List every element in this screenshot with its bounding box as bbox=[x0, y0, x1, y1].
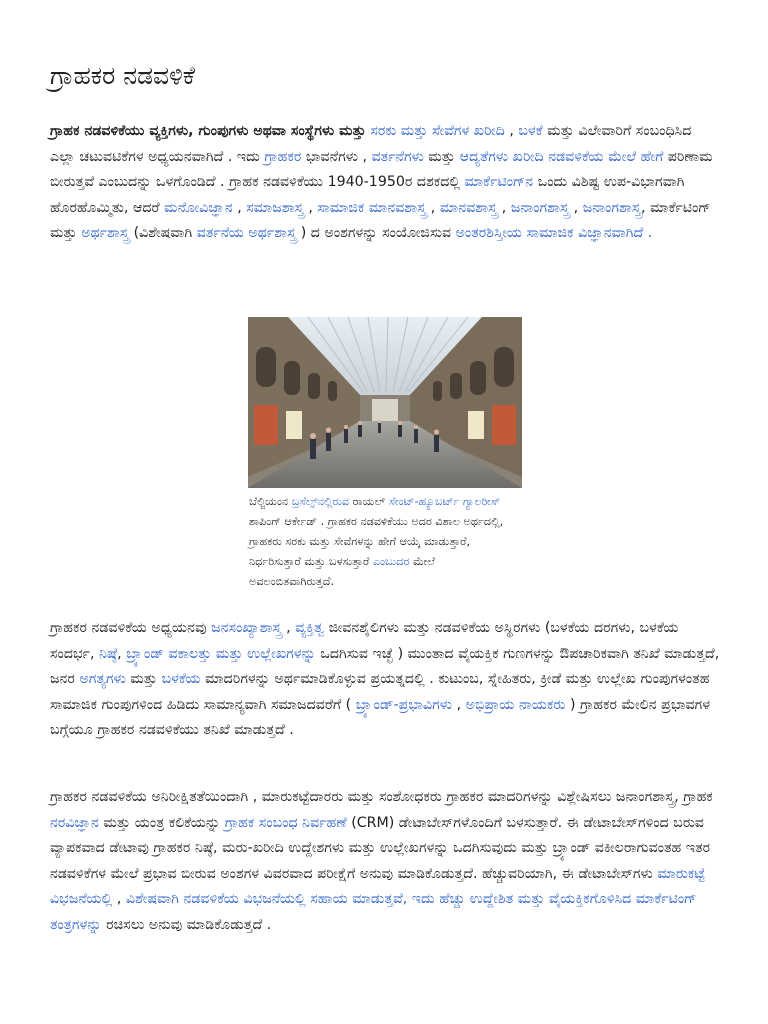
text: , bbox=[286, 620, 291, 636]
link-ethnology[interactable]: ಜನಾಂಗಶಾಸ್ತ್ರ bbox=[582, 199, 642, 216]
link-ethnography[interactable]: ಜನಾಂಗಶಾಸ್ತ್ರ bbox=[510, 199, 570, 216]
link-psychology[interactable]: ಮನೋವಿಜ್ಞಾನ bbox=[164, 199, 233, 216]
text: , bbox=[501, 199, 507, 216]
text: ) ಗ್ರಾಹಕರ ಮೇಲಿನ ಪ್ರಭಾವಗಳ ಬಗ್ಗೆಯೂ ಗ್ರಾಹಕರ ನಡವಳಿಕೆಯು ತನಿಖೆ ಮಾಡುತ್ತದೆ . bbox=[50, 696, 711, 738]
text: ಒಂದು ವಿಶಿಷ್ಟ ಉಪ-ವಿಭಾಗವಾಗಿ ಹೊರಹೊಮ್ಮಿತು, ಆದರೆ bbox=[50, 174, 685, 216]
text: ಒದಗಿಸುವ ಇಚ್ಛೆ ) ಮುಂತಾದ ವೈಯಕ್ತಿಕ ಗುಣಗಳನ್ನು ಔಪಚಾರಿಕವಾಗಿ ತನಿಖೆ ಮಾಡುತ್ತದೆ, ಜನರ bbox=[50, 645, 720, 687]
text: ಭಾವನೆಗಳು , bbox=[305, 148, 368, 165]
link-marketing[interactable]: ಮಾರ್ಕೆಟಿಂಗ್‌ನ bbox=[464, 174, 534, 190]
link-demographics[interactable]: ಜನಸಂಖ್ಯಾಶಾಸ್ತ್ರ bbox=[211, 620, 282, 636]
page-title: ಗ್ರಾಹಕರ ನಡವಳಿಕೆ bbox=[50, 61, 195, 90]
study-paragraph bbox=[50, 616, 720, 744]
link-anthropology[interactable]: ಮಾನವಶಾಸ್ತ್ರ bbox=[439, 199, 498, 216]
text: ಮಾದರಿಗಳನ್ನು ಅರ್ಥಮಾಡಿಕೊಳ್ಳುವ ಪ್ರಯತ್ನದಲ್ಲಿ . ಕುಟುಂಬ, ಸ್ನೇಹಿತರು, ಕ್ರೀಡೆ ಮತ್ತು ಉಲ್ಲೇಖ ಗುಂಪುಗಳಂತಹ ಸಾಮಾಜಿಕ ಗುಂಪುಗಳಿಂದ ಹಿಡಿದು ಸಾಮಾನ್ಯವಾಗಿ ಸಮಾಜದವರೆಗೆ ( bbox=[50, 671, 710, 713]
text: , bbox=[509, 123, 514, 139]
link-attitudes[interactable]: ವರ್ತನೆಗಳು bbox=[371, 148, 424, 165]
link-market-segmentation[interactable]: ಮಾರುಕಟ್ಟೆ ವಿಭಜನೆಯಲ್ಲಿ bbox=[50, 865, 706, 907]
link-needs[interactable]: ಅಗತ್ಯಗಳು bbox=[79, 671, 126, 687]
link-interdisciplinary-social-science[interactable]: ಅಂತರಶಿಸ್ತೀಯ ಸಾಮಾಜಿಕ ವಿಜ್ಞಾನವಾಗಿದೆ . bbox=[455, 225, 653, 241]
link-usage[interactable]: ಬಳಕೆ bbox=[518, 123, 543, 139]
text: , bbox=[117, 645, 122, 662]
link-behavioral-segmentation[interactable]: ವಿಶೇಷವಾಗಿ ನಡವಳಿಕೆಯ ವಿಭಜನೆಯಲ್ಲಿ ಸಹಾಯ ಮಾಡುತ್ತವೆ, ಇದು ಹೆಚ್ಚು ಉದ್ದೇಶಿತ ಮತ್ತು ವೈಯಕ್ತಿಕಗೊಳಿಸಿದ ಮಾರ್ಕೆಟಿಂಗ್ ತಂತ್ರಗಳನ್ನು bbox=[50, 891, 697, 933]
link-personality[interactable]: ವ್ಯಕ್ತಿತ್ವ bbox=[295, 620, 325, 636]
text: ಗ್ರಾಹಕರ ನಡವಳಿಕೆಯ ಅನಿರೀಕ್ಷಿತತೆಯಿಂದಾಗಿ , ಮಾರುಕಟ್ಟೆದಾರರು ಮತ್ತು ಸಂಶೋಧಕರು ಗ್ರಾಹಕರ ಮಾದರಿಗಳನ್ನು ವಿಶ್ಲೇಷಿಸಲು ಜನಾಂಗಶಾಸ್ತ್ರ, ಗ್ರಾಹಕ bbox=[50, 789, 713, 805]
link-consumer[interactable]: ಗ್ರಾಹಕರ bbox=[264, 148, 302, 165]
text: (CRM) ಡೇಟಾಬೇಸ್‌ಗಳೊಂದಿಗೆ ಬಳಸುತ್ತಾರೆ. ಈ ಡೇಟಾಬೇಸ್‌ಗಳಿಂದ ಬರುವ ವ್ಯಾಪಕವಾದ ಡೇಟಾವು ಗ್ರಾಹಕರ ನಿಷ್ಠೆ, ಮರು-ಖರೀದಿ ಉದ್ದೇಶಗಳು ಮತ್ತು ಉಲ್ಲೇಖಗಳನ್ನು ಒದಗಿಸುವುದು ಮತ್ತು ಬ್ರ್ಯಾಂಡ್ ವಕೀಲರಾಗುವಂತಹ ಇತರ ನಡವಳಿಕೆಗಳ ಮೇಲೆ ಪ್ರಭಾವ ಬೀರುವ ಅಂಶಗಳ ವಿವರವಾದ ಪರೀಕ್ಷೆಗೆ ಅನುವು ಮಾಡಿಕೊಡುತ್ತದೆ. ಹೆಚ್ಚುವರಿಯಾಗಿ, ಈ ಡೇಟಾಬೇಸ್‌ಗಳು bbox=[50, 814, 711, 882]
link-preferences[interactable]: ಆದ್ಯತೆಗಳು ಖರೀದಿ ನಡವಳಿಕೆಯ ಮೇಲೆ ಹೇಗೆ bbox=[459, 148, 664, 165]
analysis-paragraph bbox=[50, 785, 720, 938]
intro-paragraph bbox=[50, 119, 720, 247]
link-opinion-leaders[interactable]: ಅಭಿಪ್ರಾಯ ನಾಯಕರು bbox=[465, 696, 566, 713]
link-social-anthropology[interactable]: ಸಾಮಾಜಿಕ ಮಾನವಶಾಸ್ತ್ರ bbox=[317, 199, 427, 216]
link-neuroscience[interactable]: ನರವಿಜ್ಞಾನ bbox=[50, 814, 99, 831]
link-behavioral-economics[interactable]: ವರ್ತನೆಯ ಅರ್ಥಶಾಸ್ತ್ರ bbox=[196, 225, 297, 241]
text: ಶಾಪಿಂಗ್ ಆರ್ಕೇಡ್ . ಗ್ರಾಹಕರ ನಡವಳಿಕೆಯು ಅದರ ವಿಶಾಲ ಅರ್ಥದಲ್ಲಿ, ಗ್ರಾಹಕರು ಸರಕು ಮತ್ತು ಸೇವೆಗಳನ್ನು ಹೇಗೆ ಆಯ್ಕೆ ಮಾಡುತ್ತಾರೆ, ನಿರ್ಧರಿಸುತ್ತಾರೆ ಮತ್ತು ಬಳಸುತ್ತಾರೆ bbox=[249, 515, 504, 568]
text: ಮತ್ತು bbox=[130, 671, 158, 687]
text: ರಚಿಸಲು ಅನುವು ಮಾಡಿಕೊಡುತ್ತದೆ . bbox=[106, 916, 272, 933]
text: ) ದ ಅಂಶಗಳನ್ನು ಸಂಯೋಜಿಸುವ bbox=[300, 225, 452, 241]
link-economics[interactable]: ಅರ್ಥಶಾಸ್ತ್ರ bbox=[81, 225, 130, 241]
link-goods-services-purchase[interactable]: ಸರಕು ಮತ್ತು ಸೇವೆಗಳ ಖರೀದಿ bbox=[370, 123, 505, 139]
link-brussels[interactable]: ಬ್ರಸೆಲ್ಸ್‌ನಲ್ಲಿರುವ bbox=[291, 495, 350, 508]
text: ಮೇಲೆ ಅವಲಂಬಿತವಾಗಿರುತ್ತದೆ. bbox=[249, 555, 435, 588]
text: , bbox=[308, 199, 313, 216]
link-saint-hubert-galleries[interactable]: ಸೇಂಟ್-ಹ್ಯೂಬರ್ಟ್ ಗ್ಯಾಲರೀಸ್ bbox=[388, 495, 501, 508]
arcade-photo[interactable] bbox=[248, 317, 522, 488]
text: (ವಿಶೇಷವಾಗಿ bbox=[133, 225, 193, 241]
text: , bbox=[573, 199, 579, 216]
text: , bbox=[116, 891, 122, 907]
text: ಪರಿಣಾಮ ಬೀರುತ್ತವೆ ಎಂಬುದನ್ನು ಒಳಗೊಂಡಿದೆ . ಗ್ರಾಹಕ ನಡವಳಿಕೆಯು 1940-1950ರ ದಶಕದಲ್ಲಿ bbox=[50, 148, 713, 190]
link-caption-how[interactable]: ಎಂಬುದರ bbox=[372, 555, 410, 568]
arcade-photo-image bbox=[248, 317, 522, 488]
text: ಜೀವನಶೈಲಿಗಳು ಮತ್ತು ನಡವಳಿಕೆಯ ಅಸ್ಥಿರಗಳು (ಬಳಕೆಯ ದರಗಳು, ಬಳಕೆಯ ಸಂದರ್ಭ, bbox=[50, 620, 679, 662]
link-brand-advocacy[interactable]: ಬ್ರ್ಯಾಂಡ್ ವಕಾಲತ್ತು ಮತ್ತು ಉಲ್ಲೇಖಗಳನ್ನು bbox=[126, 645, 316, 662]
link-sociology[interactable]: ಸಮಾಜಶಾಸ್ತ್ರ bbox=[246, 199, 304, 216]
link-loyalty[interactable]: ನಿಷ್ಠೆ bbox=[99, 645, 118, 662]
text: , bbox=[430, 199, 436, 216]
photo-caption bbox=[249, 492, 521, 592]
text: , ಮಾರ್ಕೆಟಿಂಗ್ ಮತ್ತು bbox=[50, 199, 711, 241]
text: , bbox=[456, 696, 462, 713]
text: ರಾಯಲ್ bbox=[352, 495, 386, 508]
link-crm[interactable]: ಗ್ರಾಹಕ ಸಂಬಂಧ ನಿರ್ವಹಣೆ bbox=[224, 814, 347, 831]
text: ಬೆಲ್ಜಿಯಂನ bbox=[249, 495, 289, 508]
text: ಮತ್ತು bbox=[428, 148, 456, 165]
text: ಗ್ರಾಹಕರ ನಡವಳಿಕೆಯ ಅಧ್ಯಯನವು bbox=[50, 620, 207, 636]
link-brand-influencers[interactable]: ಬ್ರ್ಯಾಂಡ್-ಪ್ರಭಾವಿಗಳು bbox=[355, 696, 453, 713]
text: ಮತ್ತು ವಿಲೇವಾರಿಗೆ ಸಂಬಂಧಿಸಿದ ಎಲ್ಲಾ ಚಟುವಟಿಕೆಗಳ ಅಧ್ಯಯನವಾಗಿದೆ . ಇದು bbox=[50, 123, 692, 165]
text: ಮತ್ತು ಯಂತ್ರ ಕಲಿಕೆಯನ್ನು bbox=[103, 814, 221, 831]
text: , bbox=[237, 199, 242, 216]
definition-text: ಗ್ರಾಹಕ ನಡವಳಿಕೆಯು ವ್ಯಕ್ತಿಗಳು, ಗುಂಪುಗಳು ಅಥವಾ ಸಂಸ್ಥೆಗಳು ಮತ್ತು bbox=[50, 123, 366, 139]
link-consumption[interactable]: ಬಳಕೆಯ bbox=[161, 671, 201, 687]
